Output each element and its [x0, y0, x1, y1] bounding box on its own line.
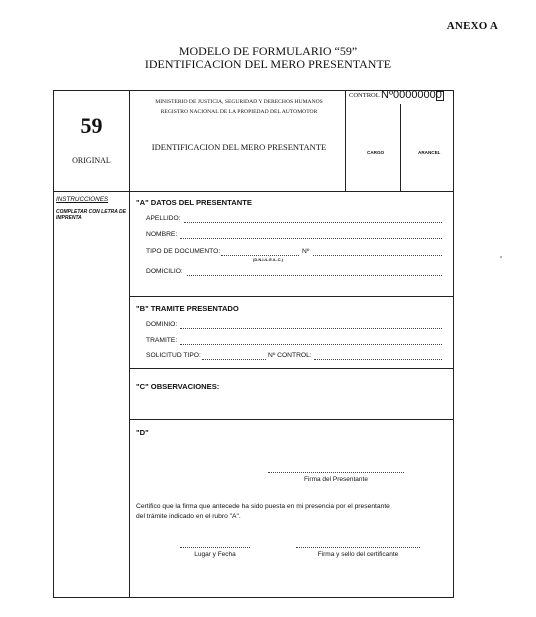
- firma-presentante-label: Firma del Presentante: [304, 476, 368, 483]
- tipo-documento-hint: (D.N.I./L.E./L.C.): [253, 257, 283, 262]
- scan-speck: [500, 256, 502, 258]
- document-title: MODELO DE FORMULARIO “59”: [178, 44, 358, 58]
- control-number: Nº00000000: [381, 89, 442, 101]
- section-d-title: "D": [136, 428, 149, 437]
- control-area-divider: [345, 90, 346, 191]
- form-number: 59: [80, 113, 103, 138]
- control-label: CONTROL: [349, 92, 380, 99]
- numero-field[interactable]: [313, 255, 442, 256]
- n-control-field[interactable]: [314, 359, 442, 360]
- certification-line-1: Certifico que la firma que antecede ha sido puesta en mi presencia por el presentante: [136, 503, 390, 510]
- apellido-label: APELLIDO:: [146, 215, 181, 222]
- tipo-documento-field[interactable]: [221, 255, 299, 256]
- arancel-label: ARANCEL: [418, 150, 441, 155]
- document-subtitle: IDENTIFICACION DEL MERO PRESENTANTE: [144, 57, 392, 71]
- cargo-arancel-divider: [400, 104, 401, 191]
- instructions-title: INSTRUCCIONES: [56, 196, 109, 203]
- nombre-label: NOMBRE:: [146, 231, 178, 238]
- copy-label: ORIGINAL: [72, 156, 111, 165]
- section-b-divider: [129, 368, 454, 369]
- dominio-label: DOMINIO:: [146, 321, 178, 328]
- section-c-divider: [129, 419, 454, 420]
- domicilio-label: DOMICILIO:: [146, 268, 183, 275]
- section-c-title: "C" OBSERVACIONES:: [136, 382, 220, 391]
- tramite-field[interactable]: [180, 344, 442, 345]
- section-a-divider: [129, 296, 454, 297]
- apellido-field[interactable]: [184, 222, 442, 223]
- section-b-title: "B" TRAMITE PRESENTADO: [136, 304, 239, 313]
- instructions-text: COMPLETAR CON LETRA DE IMPRENTA: [56, 209, 126, 221]
- lugar-fecha-label: Lugar y Fecha: [194, 551, 236, 558]
- tramite-label: TRAMITE:: [146, 337, 178, 344]
- section-a-title: "A" DATOS DEL PRESENTANTE: [136, 198, 252, 207]
- observaciones-field[interactable]: [136, 394, 442, 416]
- n-control-label: Nº CONTROL:: [268, 352, 312, 359]
- ministry-name: MINISTERIO DE JUSTICIA, SEGURIDAD Y DERECHOS HUMANOS: [155, 99, 323, 105]
- certification-line-2: del trámite indicado en el rubro "A".: [136, 513, 241, 520]
- domicilio-field[interactable]: [187, 275, 442, 276]
- certificante-signature-line[interactable]: [296, 547, 420, 548]
- lugar-fecha-line[interactable]: [180, 547, 250, 548]
- cargo-label: CARGO: [367, 150, 385, 155]
- header-block-divider: [53, 191, 454, 192]
- numero-label: Nº: [302, 248, 310, 255]
- nombre-field[interactable]: [180, 238, 442, 239]
- presentante-signature-line[interactable]: [268, 472, 404, 473]
- left-column-divider: [129, 90, 130, 598]
- annex-label: ANEXO A: [446, 20, 498, 32]
- registry-name: REGISTRO NACIONAL DE LA PROPIEDAD DEL AUTOMOTOR: [160, 109, 318, 115]
- solicitud-tipo-field[interactable]: [202, 359, 266, 360]
- solicitud-tipo-label: SOLICITUD TIPO:: [146, 352, 201, 359]
- form-title: IDENTIFICACION DEL MERO PRESENTANTE: [151, 142, 327, 152]
- firma-certificante-label: Firma y sello del certificante: [317, 551, 399, 558]
- tipo-documento-label: TIPO DE DOCUMENTO:: [146, 248, 221, 255]
- dominio-field[interactable]: [180, 328, 442, 329]
- control-check-box[interactable]: [436, 91, 444, 101]
